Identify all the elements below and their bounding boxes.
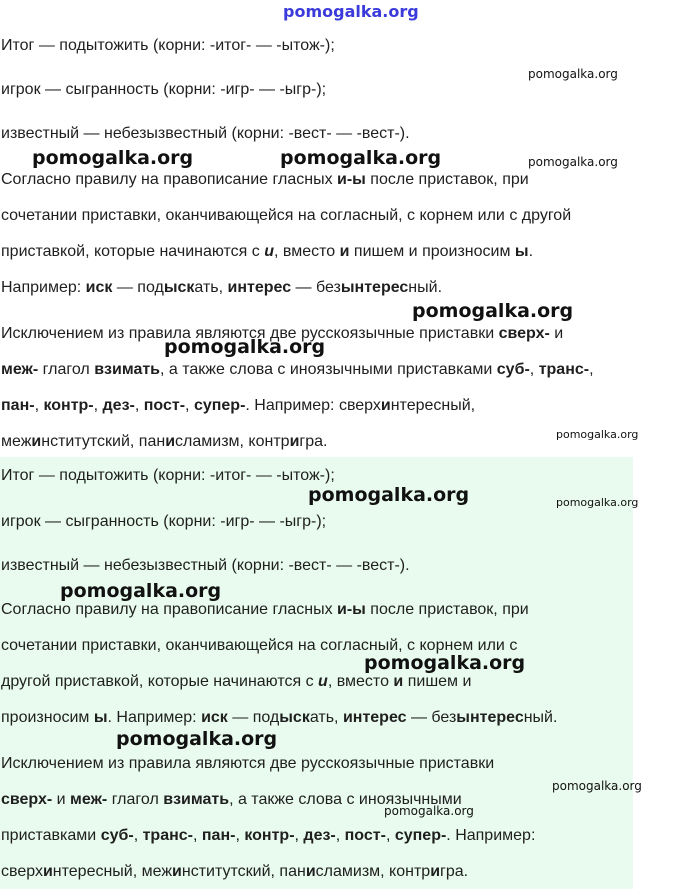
text-run: интерес [227, 279, 292, 296]
text-run: и [549, 325, 564, 342]
text-run: , [93, 397, 103, 414]
text-run: , [385, 827, 395, 844]
text-run: ать, [309, 709, 343, 726]
text-run: пан- [201, 827, 236, 844]
text-run: и [165, 433, 176, 450]
text-run: транс- [538, 361, 590, 378]
text-run: и [305, 863, 316, 880]
text-run: приставками [1, 827, 101, 844]
text-run: произносим [1, 709, 94, 726]
text-run: дез- [303, 827, 336, 844]
text-run: , [235, 827, 245, 844]
text-run: ы [514, 243, 529, 260]
text-line [1, 80, 326, 100]
text-run [264, 243, 274, 260]
text-run: после приставок, при [365, 171, 529, 188]
text-line [1, 432, 328, 452]
text-run: , [133, 827, 143, 844]
text-run: ный. [408, 279, 443, 296]
text-run: — без [406, 709, 457, 726]
text-line [1, 708, 557, 728]
text-run: Итог — подытожить (корни: -итог- — -ытож-); [1, 467, 335, 484]
watermark: pomogalka.org [412, 300, 574, 322]
watermark: pomogalka.org [384, 804, 474, 818]
text-run: гра. [440, 863, 469, 880]
text-run: приставкой, которые начинаются с [1, 243, 265, 260]
text-run: и [339, 243, 350, 260]
text-run: сламизм, контр [315, 863, 431, 880]
watermark: pomogalka.org [116, 728, 278, 750]
text-run: . [528, 243, 534, 260]
text-run: ать, [194, 279, 228, 296]
text-run: нтересный, меж [52, 863, 173, 880]
text-run: сочетании приставки, оканчивающейся на согласный, с корнем или с другой [1, 207, 572, 224]
watermark: pomogalka.org [556, 428, 639, 441]
text-run: игрок — сыгранность (корни: -игр- — -ыгр-); [1, 81, 327, 98]
text-run: , [335, 827, 345, 844]
watermark: pomogalka.org [528, 155, 618, 169]
text-run: и [289, 433, 300, 450]
text-line [1, 360, 594, 380]
text-run: контр- [244, 827, 295, 844]
text-run: ыск [279, 709, 310, 726]
text-run: гра. [299, 433, 328, 450]
text-run: транс- [142, 827, 193, 844]
text-run: Согласно правилу на правописание гласных [1, 171, 338, 188]
text-run: и [52, 791, 71, 808]
text-run: Например: [1, 279, 86, 296]
text-line [1, 862, 468, 882]
text-run: Согласно правилу на правописание гласных [1, 601, 338, 618]
watermark: pomogalka.org [552, 779, 642, 793]
text-run: , [134, 397, 144, 414]
text-run: — под [112, 279, 164, 296]
text-run: взимать [163, 791, 230, 808]
text-run: и-ы [337, 171, 366, 188]
text-run: иск [85, 279, 113, 296]
text-run: и [264, 243, 274, 260]
watermark: pomogalka.org [280, 147, 442, 169]
text-run: и-ы [337, 601, 366, 618]
text-run: , а также слова с иноязычными приставками [160, 361, 497, 378]
text-run: и [31, 433, 42, 450]
text-run: . Например: [446, 827, 536, 844]
text-run: и [430, 863, 441, 880]
text-run: известный — небезызвестный (корни: -вест- — -вест-). [1, 557, 410, 574]
text-run: супер- [394, 827, 447, 844]
text-run: ынтерес [340, 279, 409, 296]
text-run: и [42, 863, 53, 880]
text-run: , [193, 827, 202, 844]
text-run: суб- [100, 827, 134, 844]
watermark: pomogalka.org [283, 2, 419, 21]
text-run: сочетании приставки, оканчивающейся на согласный, с корнем или с [1, 637, 518, 654]
text-run: ыск [163, 279, 195, 296]
text-run: интерес [342, 709, 407, 726]
text-run [318, 673, 328, 690]
text-run: . Например: сверх [245, 397, 381, 414]
watermark: pomogalka.org [308, 484, 470, 506]
watermark: pomogalka.org [60, 580, 222, 602]
text-line [1, 278, 442, 298]
text-run: сверх [1, 863, 43, 880]
text-run: сверх- [498, 325, 550, 342]
text-run: пан- [1, 397, 35, 414]
text-line [1, 170, 529, 190]
text-line [1, 124, 410, 144]
text-run: нститутский, пан [181, 863, 306, 880]
text-run: и [318, 673, 328, 690]
text-run: , [589, 361, 594, 378]
text-run: ынтерес [456, 709, 524, 726]
text-run: меж- [1, 361, 39, 378]
watermark: pomogalka.org [364, 652, 526, 674]
watermark: pomogalka.org [528, 67, 618, 81]
text-line [1, 466, 335, 486]
text-run: , а также слова с иноязычными [229, 791, 462, 808]
text-line [1, 396, 475, 416]
text-run: дез- [102, 397, 135, 414]
text-run: ный. [523, 709, 558, 726]
text-run: сверх- [1, 791, 53, 808]
text-run: супер- [193, 397, 246, 414]
text-run: пост- [143, 397, 186, 414]
text-run: нститутский, пан [41, 433, 166, 450]
text-run: пишем и произносим [349, 243, 515, 260]
text-run: другой приставкой, которые начинаются с [1, 673, 319, 690]
text-run: ы [93, 709, 108, 726]
text-line [1, 672, 471, 692]
text-run: , [185, 397, 194, 414]
text-run: пост- [344, 827, 386, 844]
text-run: , [34, 397, 44, 414]
text-run: нтересный, [390, 397, 476, 414]
text-run: суб- [496, 361, 530, 378]
text-line [1, 600, 529, 620]
text-line [1, 556, 410, 576]
text-run: взимать [94, 361, 161, 378]
text-run: глагол [107, 791, 164, 808]
text-run: известный — небезызвестный (корни: -вест- — -вест-). [1, 125, 410, 142]
text-run: контр- [43, 397, 94, 414]
text-run: , вместо [274, 243, 340, 260]
text-run: пишем и [403, 673, 472, 690]
text-line [1, 754, 494, 774]
watermark: pomogalka.org [164, 336, 326, 358]
text-run: и [172, 863, 182, 880]
text-line [1, 36, 335, 56]
text-run: меж- [70, 791, 108, 808]
text-line [1, 242, 533, 262]
text-run: . Например: [107, 709, 202, 726]
watermark: pomogalka.org [32, 147, 194, 169]
text-run: иск [201, 709, 228, 726]
text-run: игрок — сыгранность (корни: -игр- — -ыгр-); [1, 513, 327, 530]
text-run: , вместо [327, 673, 394, 690]
text-line [1, 206, 571, 226]
text-run: , [529, 361, 539, 378]
text-run: — под [227, 709, 280, 726]
text-run: — без [291, 279, 341, 296]
text-run: и [393, 673, 404, 690]
watermark: pomogalka.org [556, 496, 639, 509]
text-run: и [380, 397, 391, 414]
text-run: после приставок, при [365, 601, 529, 618]
text-line [1, 826, 535, 846]
text-run: меж [1, 433, 32, 450]
text-run: Исключением из правила являются две русскоязычные приставки [1, 755, 495, 772]
text-line [1, 512, 326, 532]
text-run: глагол [38, 361, 95, 378]
text-run: Исключением из правила являются две русскоязычные приставки [1, 325, 499, 342]
text-run: , [294, 827, 304, 844]
text-run: сламизм, контр [175, 433, 290, 450]
text-run: Итог — подытожить (корни: -итог- — -ытож-); [1, 37, 335, 54]
